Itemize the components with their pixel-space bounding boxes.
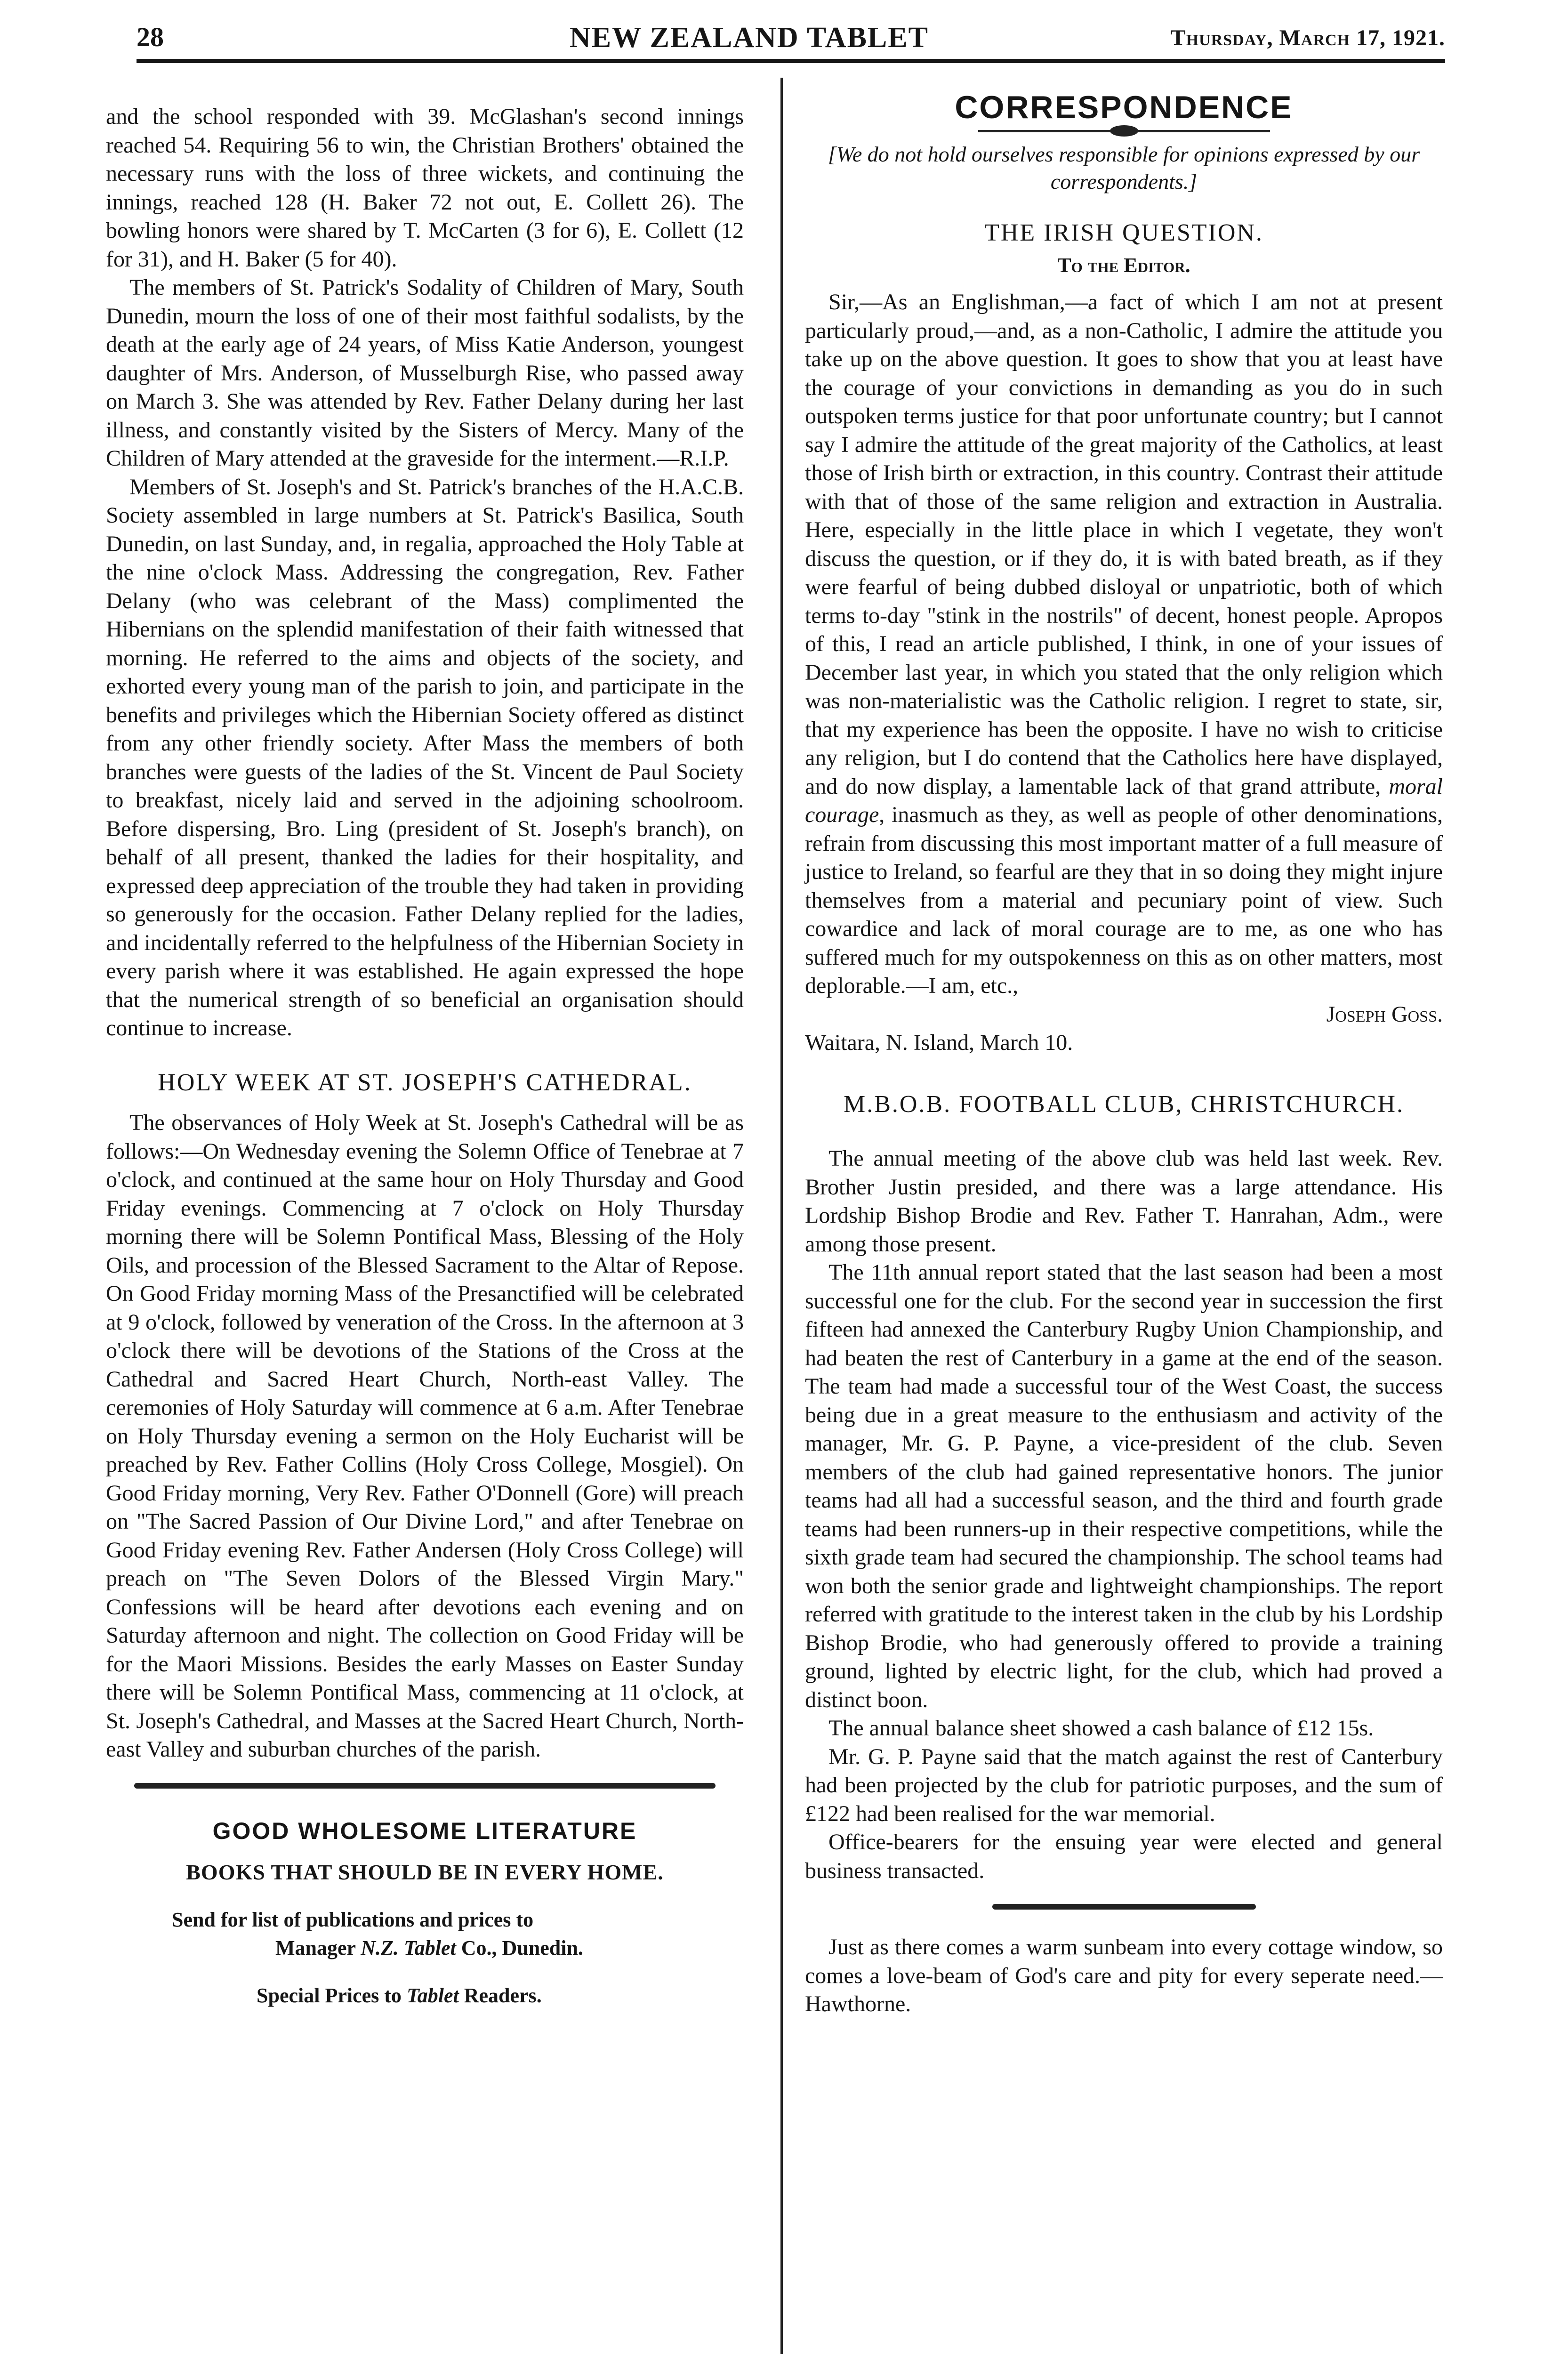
page-header bbox=[137, 21, 1445, 71]
football-paragraph-2: The 11th annual report stated that the last season had been a most successful one for the club. For the second year in succession the first fifteen had annexed the Canterbury Rugby Union Championship, and had beaten the rest of Canterbury in a game at the end of the season. The team had made a successful tour of the West Coast, the success being due in a great measure to the enthusiasm and activity of the manager, Mr. G. P. Payne, a vice-president of the club. Seven members of the club had gained representative honors. The junior teams had all had a successful season, and the third and fourth grade teams had been runners-up in their respective competitions, while the sixth grade team had secured the championship. The school teams had won both the senior grade and lightweight championships. The report referred with gratitude to the interest taken in the club by his Lordship Bishop Brodie, who had generously offered to provide a training ground, lighted by electric light, for the club, which had proved a distinct boon. bbox=[805, 1260, 1443, 1712]
letter-place: Waitara, N. Island, March 10. bbox=[805, 1030, 1073, 1055]
advert-send-line: Send for list of publications and prices to bbox=[172, 1908, 534, 1931]
holy-week-paragraph: The observances of Holy Week at St. Joseph's Cathedral will be as follows:—On Wednesday evening the Solemn Office of Tenebrae at 7 o'clock, and continued at the same hour on Holy Thursday and Good Friday evenings. Commencing at 7 o'clock on Holy Thursday morning there will be Solemn Pontifical Mass, Blessing of the Holy Oils, and procession of the Blessed Sacrament to the Altar of Repose. On Good Friday morning Mass of the Presanctified will be celebrated at 9 o'clock, followed by veneration of the Cross. In the afternoon at 3 o'clock there will be devotions of the Stations of the Cross at the Cathedral and Sacred Heart Church, North-east Valley. The ceremonies of Holy Saturday will commence at 6 a.m. After Tenebrae on Holy Thursday evening a sermon on the Holy Eucharist will be preached by Rev. Father Collins (Holy Cross College, Mosgiel). On Good Friday morning, Very Rev. Father O'Donnell (Gore) will preach on "The Sacred Passion of Our Divine Lord," and after Tenebrae on Good Friday evening Rev. Father Andersen (Holy Cross College) will preach on "The Seven Dolors of the Blessed Virgin Mary." Confessions will be heard after devotions each evening and on Saturday afternoon and night. The collection on Good Friday will be for the Maori Missions. Besides the early Masses on Easter Sunday there will be Solemn Pontifical Mass, commencing at 11 o'clock, at St. Joseph's Cathedral, and Masses at the Sacred Heart Church, North-east Valley and suburban churches of the parish. bbox=[106, 1110, 744, 1762]
irish-question-heading: THE IRISH QUESTION. bbox=[984, 219, 1263, 246]
to-the-editor: To the Editor. bbox=[1057, 253, 1190, 277]
advert-manager-line: Manager N.Z. Tablet Co., Dunedin. bbox=[275, 1936, 583, 1959]
left-column bbox=[106, 103, 744, 2010]
football-paragraph-1: The annual meeting of the above club was held last week. Rev. Brother Justin presided, and there was a large attendance. His Lordship Bishop Brodie and Rev. Father T. Hanrahan, Adm., were among those present. bbox=[805, 1146, 1443, 1257]
football-paragraph-3: The annual balance sheet showed a cash balance of £12 15s. bbox=[828, 1716, 1374, 1741]
advert-subline: BOOKS THAT SHOULD BE IN EVERY HOME. bbox=[186, 1860, 664, 1884]
football-paragraph-5: Office-bearers for the ensuing year were elected and general business transacted. bbox=[805, 1830, 1443, 1883]
cricket-paragraph: and the school responded with 39. McGlashan's second innings reached 54. Requiring 56 to win, the Christian Brothers' obtained the necessary runs with the loss of three wickets, and continuing the innings, reached 128 (H. Baker 72 not out, E. Collett 26). The bowling honors were shared by T. McCarten (3 for 6), E. Collett (12 for 31), and H. Baker (5 for 40). bbox=[106, 104, 744, 272]
section-rule bbox=[134, 1783, 716, 1789]
hawthorne-quote: Just as there comes a warm sunbeam into every cottage window, so comes a love-beam of God's care and pity for every seperate need.—Hawthorne. bbox=[805, 1935, 1443, 2016]
letter-body: Sir,—As an Englishman,—a fact of which I am not at present particularly proud,—and, as a non-Catholic, I admire the attitude you take up on the above question. It goes to show that you at least have the courage of your convictions in demanding as you do in such outspoken terms justice for that poor unfortunate country; but I cannot say I admire the attitude of the great majority of the Catholics, at least those of Irish birth or extraction, in this country. Contrast their attitude with that of those of the same religion and extraction in Australia. Here, especially in the little place in which I vegetate, they won't discuss the question, or if they do, it is with bated breath, as if they were fearful of being dubbed disloyal or unpatriotic, both of which terms to-day "stink in the nostrils" of decent, honest people. Apropos of this, I read an article published, I think, in one of your issues of December last year, in which you stated that the only religion which was non-materialistic was the Catholic religion. I regret to state, sir, that my experience has been the opposite. I have no wish to criticise any religion, but I do contend that the Catholics here have displayed, and do now display, a lamentable lack of that grand attribute, moral courage, inasmuch as they, as well as people of other denominations, refrain from discussing this most important matter of a full measure of justice to Ireland, so fearful are they that in so doing they might injure themselves from a material and pecuniary point of view. Such cowardice and lack of moral courage are to me, as one who has suffered much for my outspokenness on this as on other matters, most deplorable.—I am, etc., bbox=[805, 290, 1443, 998]
hacb-paragraph: Members of St. Joseph's and St. Patrick's branches of the H.A.C.B. Society assembled in large numbers at St. Patrick's Basilica, South Dunedin, on last Sunday, and, in regalia, approached the Holy Table at the nine o'clock Mass. Addressing the congregation, Rev. Father Delany (who was celebrant of the Mass) complimented the Hibernians on the splendid manifestation of their faith witnessed that morning. He referred to the aims and objects of the society, and exhorted every young man of the parish to join, and participate in the benefits and privileges which the Hibernian Society offered as distinct from any other friendly society. After Mass the members of both branches were guests of the ladies of the St. Vincent de Paul Society to breakfast, nicely laid and served in the adjoining schoolroom. Before dispersing, Bro. Ling (president of St. Joseph's branch), on behalf of all present, thanked the ladies for their hospitality, and expressed deep appreciation of the trouble they had taken in providing so generously for the occasion. Father Delany replied for the ladies, and incidentally referred to the helpfulness of the Hibernian Society in every parish where it was established. He again expressed the hope that the numerical strength of so beneficial an organisation should continue to increase. bbox=[106, 474, 744, 1040]
literature-advert bbox=[106, 1817, 744, 2010]
column-divider bbox=[780, 78, 783, 2354]
title-ornament bbox=[978, 130, 1270, 132]
football-heading: M.B.O.B. FOOTBALL CLUB, CHRISTCHURCH. bbox=[843, 1090, 1405, 1118]
issue-date: Thursday, March 17, 1921. bbox=[1170, 25, 1445, 50]
advert-prices-line: Special Prices to Tablet Readers. bbox=[257, 1983, 542, 2007]
masthead: NEW ZEALAND TABLET bbox=[570, 22, 929, 54]
correspondence-title: CORRESPONDENCE bbox=[955, 89, 1293, 125]
football-paragraph-4: Mr. G. P. Payne said that the match against the rest of Canterbury had been projected by the club for patriotic purposes, and the sum of £122 had been realised for the war memorial. bbox=[805, 1744, 1443, 1826]
advert-headline: GOOD WHOLESOME LITERATURE bbox=[212, 1817, 637, 1844]
header-rule bbox=[137, 59, 1445, 63]
page-number: 28 bbox=[137, 22, 164, 52]
letter-signature: Joseph Goss. bbox=[1326, 1001, 1443, 1027]
right-column bbox=[805, 89, 1443, 2019]
holy-week-heading: HOLY WEEK AT ST. JOSEPH'S CATHEDRAL. bbox=[158, 1069, 692, 1096]
section-rule bbox=[992, 1904, 1256, 1910]
disclaimer: [We do not hold ourselves responsible for opinions expressed by our correspondents.] bbox=[828, 142, 1420, 193]
sodality-paragraph: The members of St. Patrick's Sodality of Children of Mary, South Dunedin, mourn the loss of one of their most faithful sodalists, by the death at the early age of 24 years, of Miss Katie Anderson, youngest daughter of Mrs. Anderson, of Musselburgh Rise, who passed away on March 3. She was attended by Rev. Father Delany during her last illness, and constantly visited by the Sisters of Mercy. Many of the Children of Mary attended at the graveside for the interment.—R.I.P. bbox=[106, 275, 744, 471]
